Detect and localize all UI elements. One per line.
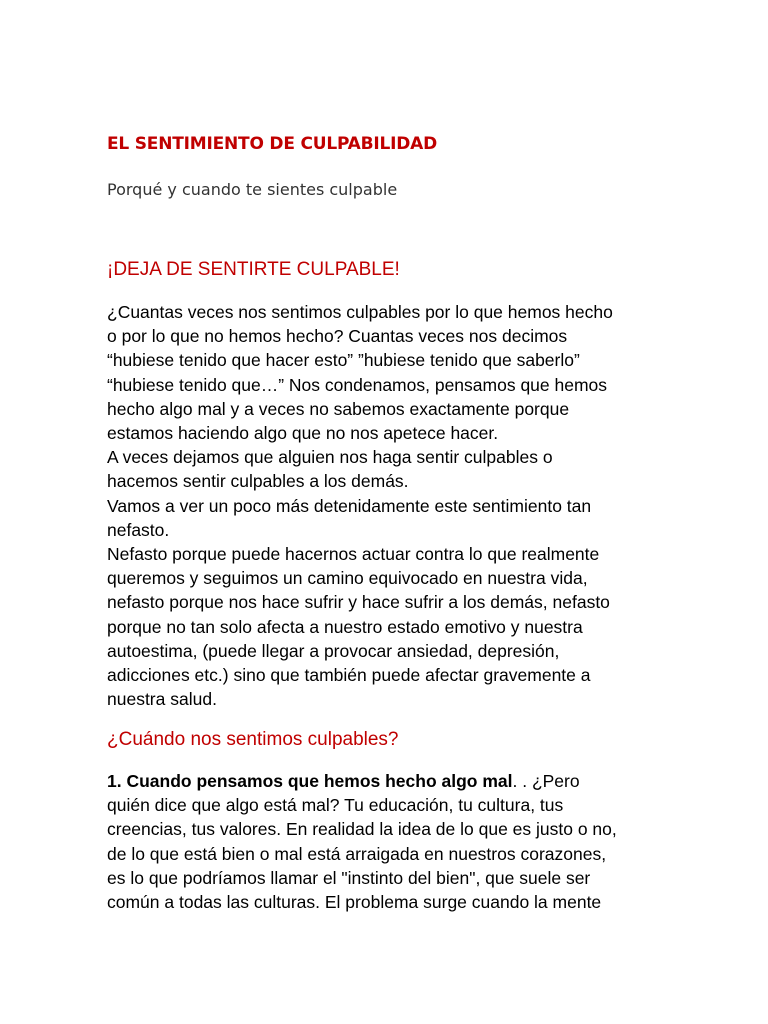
paragraph-line: común a todas las culturas. El problema surge cuando la mente — [107, 892, 602, 913]
paragraph-line: nefasto. — [107, 519, 170, 540]
list-item-1-continuation: . . ¿Pero — [512, 771, 580, 791]
paragraph-line: adicciones etc.) sino que también puede afectar gravemente a — [107, 665, 591, 686]
paragraph-line: hacemos sentir culpables a los demás. — [107, 471, 409, 492]
paragraph-line: creencias, tus valores. En realidad la idea de lo que es justo o no, — [107, 819, 617, 840]
paragraph-line: Nefasto porque puede hacernos actuar contra lo que realmente — [107, 544, 600, 565]
section-heading-when-we-feel-guilty: ¿Cuándo nos sentimos culpables? — [107, 729, 399, 750]
paragraph-line: quién dice que algo está mal? Tu educación, tu cultura, tus — [107, 795, 564, 816]
paragraph-line: Vamos a ver un poco más detenidamente este sentimiento tan — [107, 495, 592, 516]
list-item-1-first-line — [107, 769, 667, 793]
paragraph-line: hecho algo mal y a veces no sabemos exactamente porque — [107, 398, 570, 419]
paragraph-line: A veces dejamos que alguien nos haga sentir culpables o — [107, 447, 553, 468]
paragraph-line: nuestra salud. — [107, 689, 217, 710]
section-1-paragraph — [107, 300, 667, 711]
section-heading-stop-feeling-guilty: ¡DEJA DE SENTIRTE CULPABLE! — [107, 259, 400, 280]
list-item-1-lead: 1. Cuando pensamos que hemos hecho algo mal — [107, 771, 513, 791]
document-title: EL SENTIMIENTO DE CULPABILIDAD — [107, 134, 438, 154]
paragraph-line: “hubiese tenido que hacer esto” ”hubiese tenido que saberlo” — [107, 350, 580, 371]
paragraph-line: o por lo que no hemos hecho? Cuantas veces nos decimos — [107, 326, 568, 347]
paragraph-line: “hubiese tenido que…” Nos condenamos, pensamos que hemos — [107, 374, 608, 395]
paragraph-line: de lo que está bien o mal está arraigada en nuestros corazones, — [107, 843, 607, 864]
section-2-paragraph — [107, 769, 667, 914]
paragraph-line: porque no tan solo afecta a nuestro estado emotivo y nuestra — [107, 616, 583, 637]
paragraph-line: nefasto porque nos hace sufrir y hace sufrir a los demás, nefasto — [107, 592, 610, 613]
paragraph-line: autoestima, (puede llegar a provocar ansiedad, depresión, — [107, 640, 560, 661]
paragraph-line: queremos y seguimos un camino equivocado en nuestra vida, — [107, 568, 588, 589]
document-subtitle: Porqué y cuando te sientes culpable — [107, 180, 398, 199]
paragraph-line: es lo que podríamos llamar el "instinto del bien", que suele ser — [107, 867, 591, 888]
paragraph-line: ¿Cuantas veces nos sentimos culpables por lo que hemos hecho — [107, 302, 613, 322]
paragraph-line: estamos haciendo algo que no nos apetece hacer. — [107, 423, 499, 444]
